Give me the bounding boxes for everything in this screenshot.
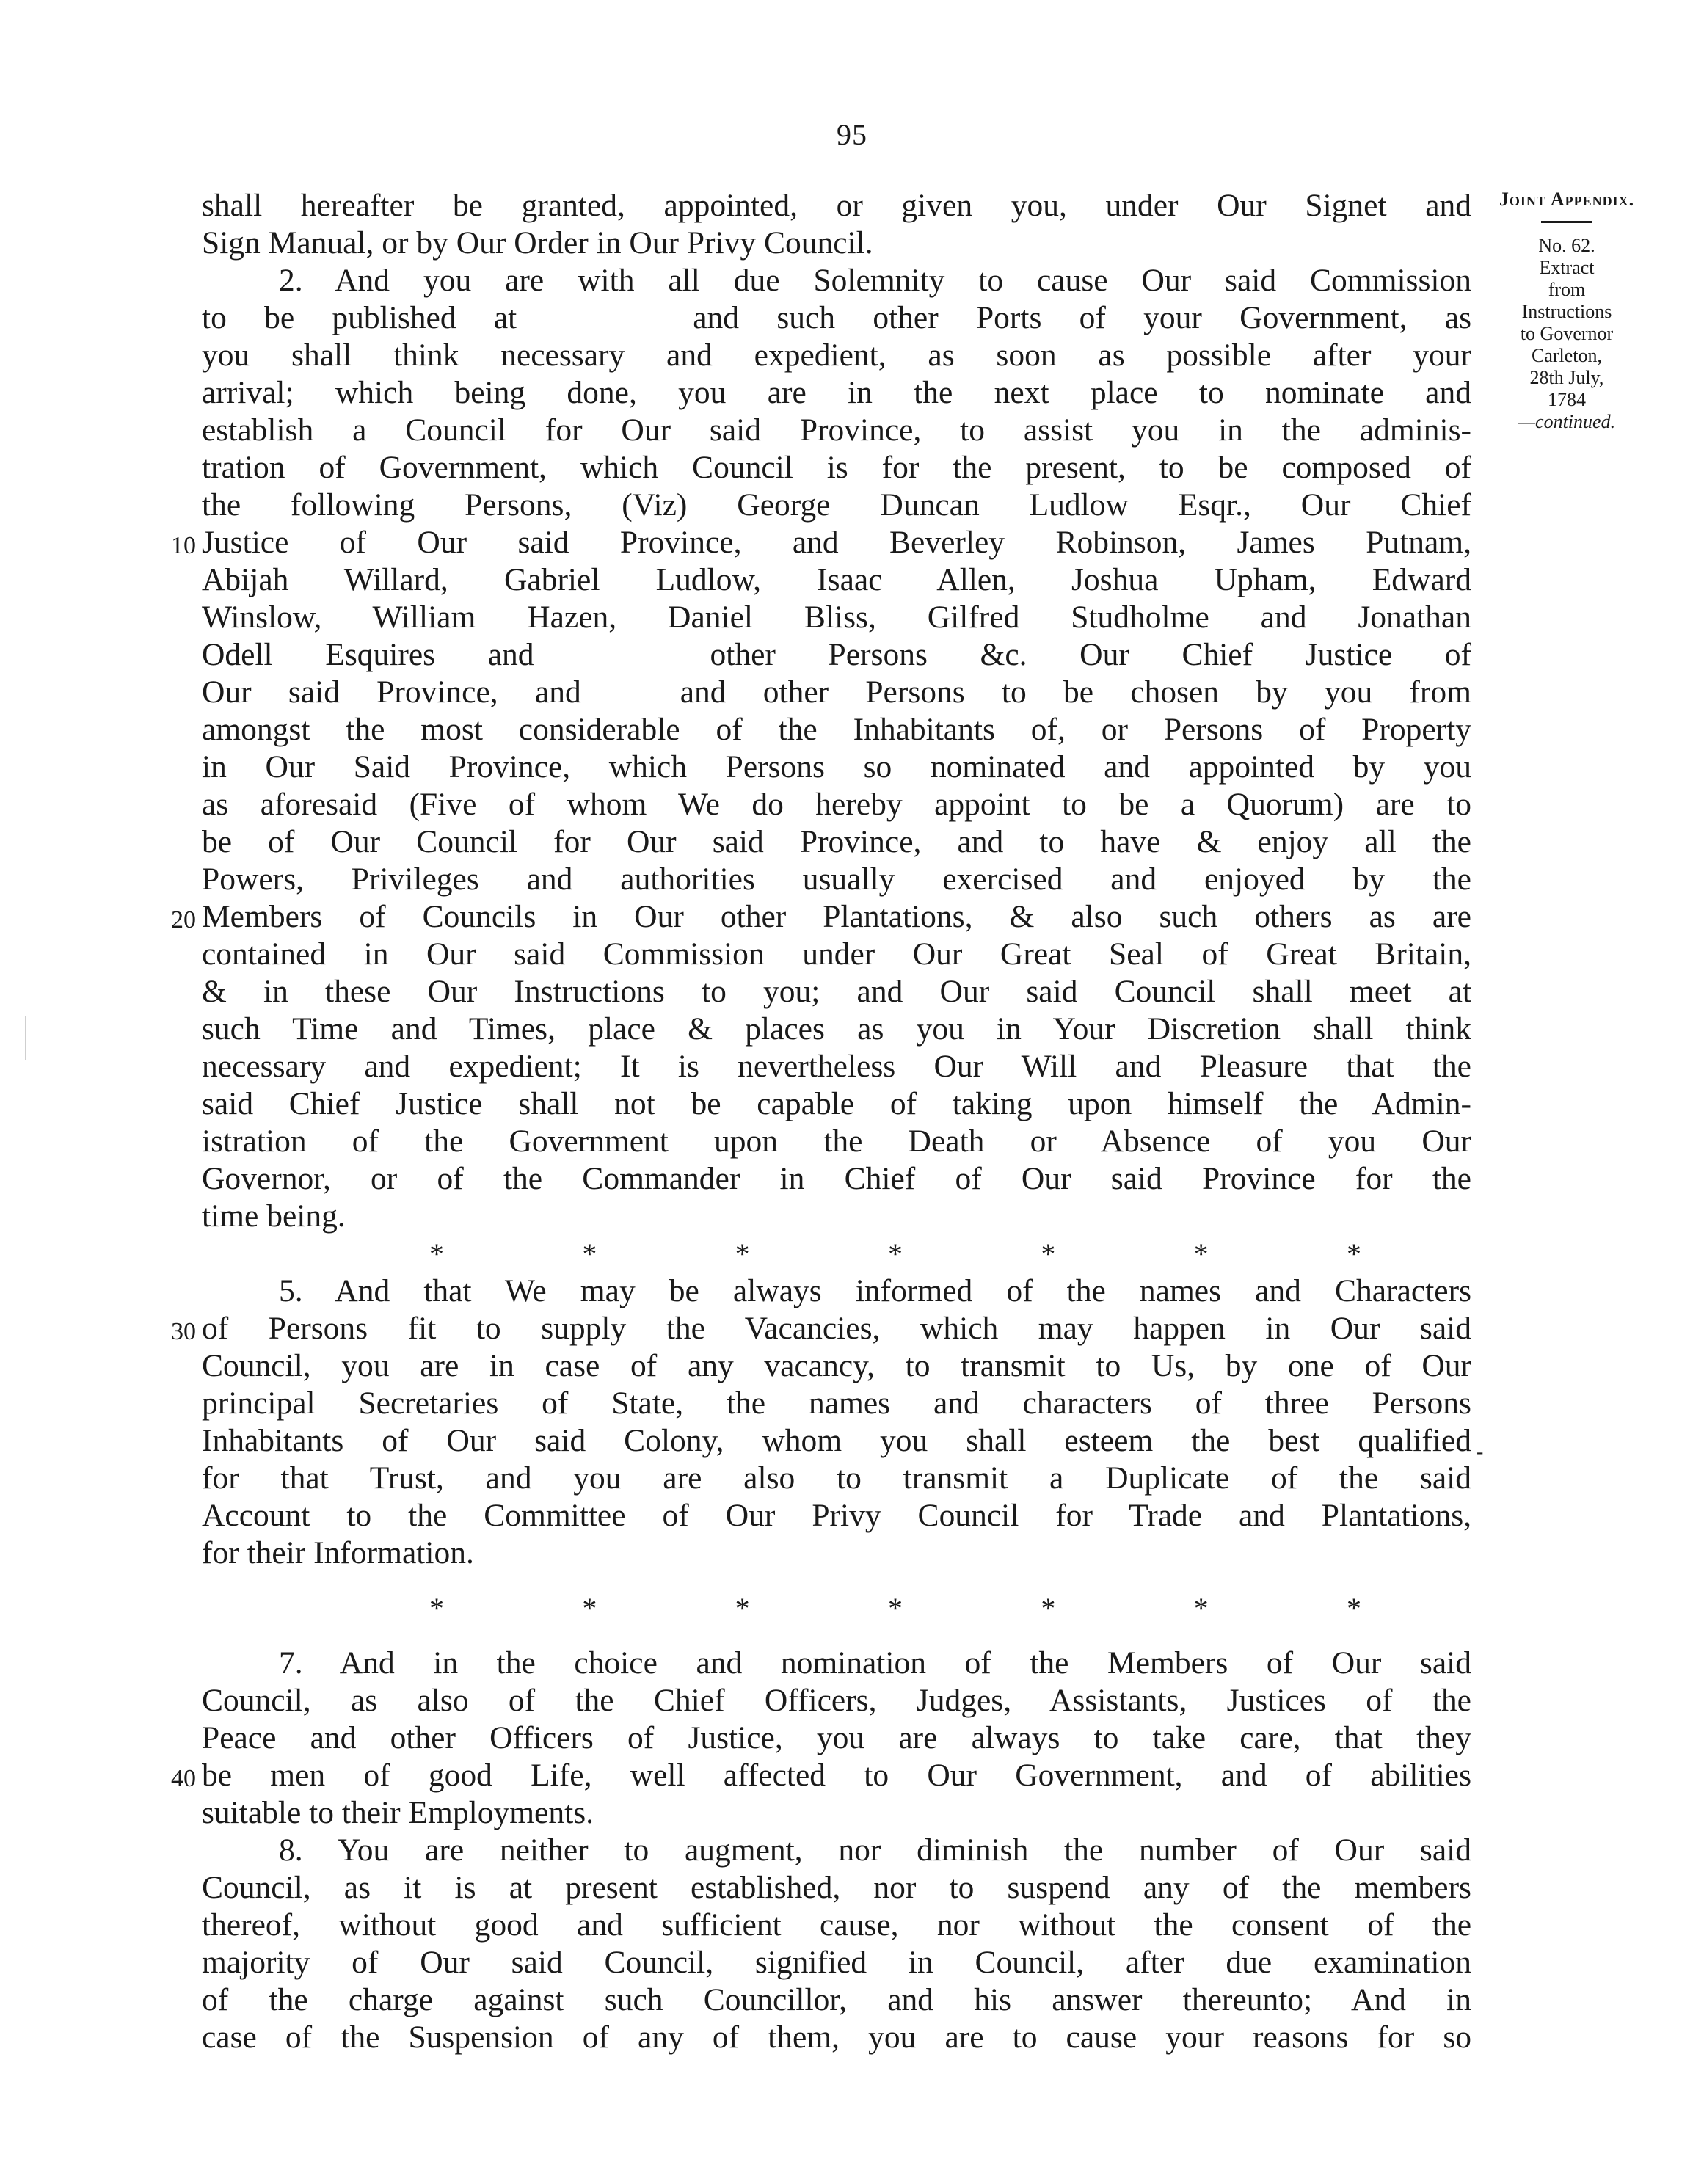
text-line: contained in Our said Commission under Our Great Seal of Great Britain, — [202, 936, 1471, 972]
text-line: suitable to their Employments. — [202, 1795, 594, 1830]
text-line: as aforesaid (Five of whom We do hereby appoint to be a Quorum) are to — [202, 787, 1471, 822]
text-line: 20 Members of Councils in Our other Plantations, & also such others as are — [202, 898, 1471, 936]
text-line: Sign Manual, or by Our Order in Our Privy Council. — [202, 225, 873, 261]
section-break-stars — [202, 1235, 1471, 1273]
margin-note-rule — [1541, 221, 1592, 223]
text-line: time being. — [202, 1198, 346, 1234]
text-line: be of Our Council for Our said Province, and to have & enjoy all the — [202, 824, 1471, 859]
text-line: of the charge against such Councillor, and his answer thereunto; And in — [202, 1982, 1471, 2017]
text-line: 40 be men of good Life, well affected to Our Government, and of abilities — [202, 1757, 1471, 1794]
text-line: Council, you are in case of any vacancy, to transmit to Us, by one of Our — [202, 1348, 1471, 1383]
text-line: Council, as it is at present established, nor to suspend any of the members — [202, 1870, 1471, 1905]
star: * — [887, 1237, 903, 1270]
text-line: to be published at and such other Ports of your Government, as — [202, 300, 1471, 335]
text-line: 7. And in the choice and nomination of the Members of Our said — [279, 1645, 1471, 1681]
line-number: 10 — [171, 532, 196, 559]
star: * — [1346, 1237, 1361, 1270]
text-line: Winslow, William Hazen, Daniel Bliss, Gilfred Studholme and Jonathan — [202, 600, 1471, 635]
star: * — [735, 1237, 750, 1270]
text-line: tration of Government, which Council is for the present, to be composed of — [202, 450, 1471, 485]
star: * — [1346, 1592, 1361, 1625]
text-line: Our said Province, and and other Persons to be chosen by you from — [202, 674, 1471, 710]
text-line: in Our Said Province, which Persons so nominated and appointed by you — [202, 749, 1471, 785]
text-line: you shall think necessary and expedient, as soon as possible after your — [202, 338, 1471, 373]
side-mark: - — [1477, 1441, 1484, 1463]
margin-note-continued: —continued. — [1518, 411, 1616, 432]
text-line: Council, as also of the Chief Officers, Judges, Assistants, Justices of the — [202, 1683, 1471, 1718]
text-line: istration of the Government upon the Death or Absence of you Our — [202, 1124, 1471, 1159]
margin-note-line: Extract — [1539, 257, 1595, 278]
body-text — [171, 187, 1471, 2056]
star: * — [429, 1237, 444, 1270]
line-number: 40 — [171, 1765, 196, 1792]
text-line: Odell Esquires and other Persons &c. Our Chief Justice of — [202, 637, 1471, 672]
text-line: for their Information. — [202, 1535, 474, 1570]
star: * — [1193, 1592, 1209, 1625]
text-line: case of the Suspension of any of them, you are to cause your reasons for so — [202, 2020, 1471, 2055]
text-line: amongst the most considerable of the Inhabitants of, or Persons of Property — [202, 712, 1471, 747]
star: * — [1041, 1237, 1056, 1270]
text-line: 30 of Persons fit to supply the Vacancies, which may happen in Our said — [202, 1310, 1471, 1347]
margin-note-line: from — [1548, 279, 1586, 300]
star: * — [429, 1592, 444, 1625]
text-line: Peace and other Officers of Justice, you are always to take care, that they — [202, 1720, 1471, 1755]
star: * — [1041, 1592, 1056, 1625]
margin-note-heading: Joint Appendix. — [1499, 189, 1635, 210]
star: * — [582, 1592, 597, 1625]
margin-note — [1493, 189, 1640, 433]
section-break-stars — [202, 1590, 1471, 1627]
text-line: for that Trust, and you are also to transmit a Duplicate of the said — [202, 1460, 1471, 1496]
text-line: said Chief Justice shall not be capable of taking upon himself the Admin- — [202, 1086, 1471, 1121]
text-line: Account to the Committee of Our Privy Council for Trade and Plantations, — [202, 1498, 1471, 1533]
text-line: principal Secretaries of State, the names and characters of three Persons — [202, 1386, 1471, 1421]
text-line: such Time and Times, place & places as you in Your Discretion shall think — [202, 1011, 1471, 1046]
text-line: establish a Council for Our said Province, to assist you in the adminis- — [202, 412, 1471, 448]
margin-note-line: Instructions — [1521, 301, 1612, 322]
text-line: Governor, or of the Commander in Chief of Our said Province for the — [202, 1161, 1471, 1196]
star: * — [887, 1592, 903, 1625]
margin-note-line: to Governor — [1520, 323, 1614, 344]
text-line: Inhabitants of Our said Colony, whom you shall esteem the best qualified — [202, 1423, 1471, 1458]
line-number: 20 — [171, 906, 196, 933]
margin-note-line: No. 62. — [1538, 235, 1595, 256]
text-line: the following Persons, (Viz) George Duncan Ludlow Esqr., Our Chief — [202, 487, 1471, 523]
line-number: 30 — [171, 1318, 196, 1345]
star: * — [735, 1592, 750, 1625]
text-line: 5. And that We may be always informed of the names and Characters — [279, 1273, 1471, 1308]
text-line: & in these Our Instructions to you; and Our said Council shall meet at — [202, 974, 1471, 1009]
star: * — [582, 1237, 597, 1270]
margin-note-line: Carleton, — [1531, 345, 1603, 366]
edge-mark — [25, 1016, 26, 1060]
text-line: thereof, without good and sufficient cause, nor without the consent of the — [202, 1907, 1471, 1943]
text-line: 8. You are neither to augment, nor diminish the number of Our said — [279, 1832, 1471, 1868]
text-line: shall hereafter be granted, appointed, or given you, under Our Signet and — [202, 188, 1471, 223]
margin-note-line: 1784 — [1548, 389, 1586, 410]
text-line: 10 Justice of Our said Province, and Beverley Robinson, James Putnam, — [202, 524, 1471, 561]
margin-note-line: 28th July, — [1529, 367, 1604, 388]
text-line: arrival; which being done, you are in the next place to nominate and — [202, 375, 1471, 410]
text-line: Abijah Willard, Gabriel Ludlow, Isaac Allen, Joshua Upham, Edward — [202, 562, 1471, 597]
text-line: necessary and expedient; It is nevertheless Our Will and Pleasure that the — [202, 1049, 1471, 1084]
page-number: 95 — [837, 118, 867, 151]
text-line: Powers, Privileges and authorities usually exercised and enjoyed by the — [202, 862, 1471, 897]
text-line: majority of Our said Council, signified in Council, after due examination — [202, 1945, 1471, 1980]
star: * — [1193, 1237, 1209, 1270]
text-line: 2. And you are with all due Solemnity to cause Our said Commission — [279, 263, 1471, 298]
